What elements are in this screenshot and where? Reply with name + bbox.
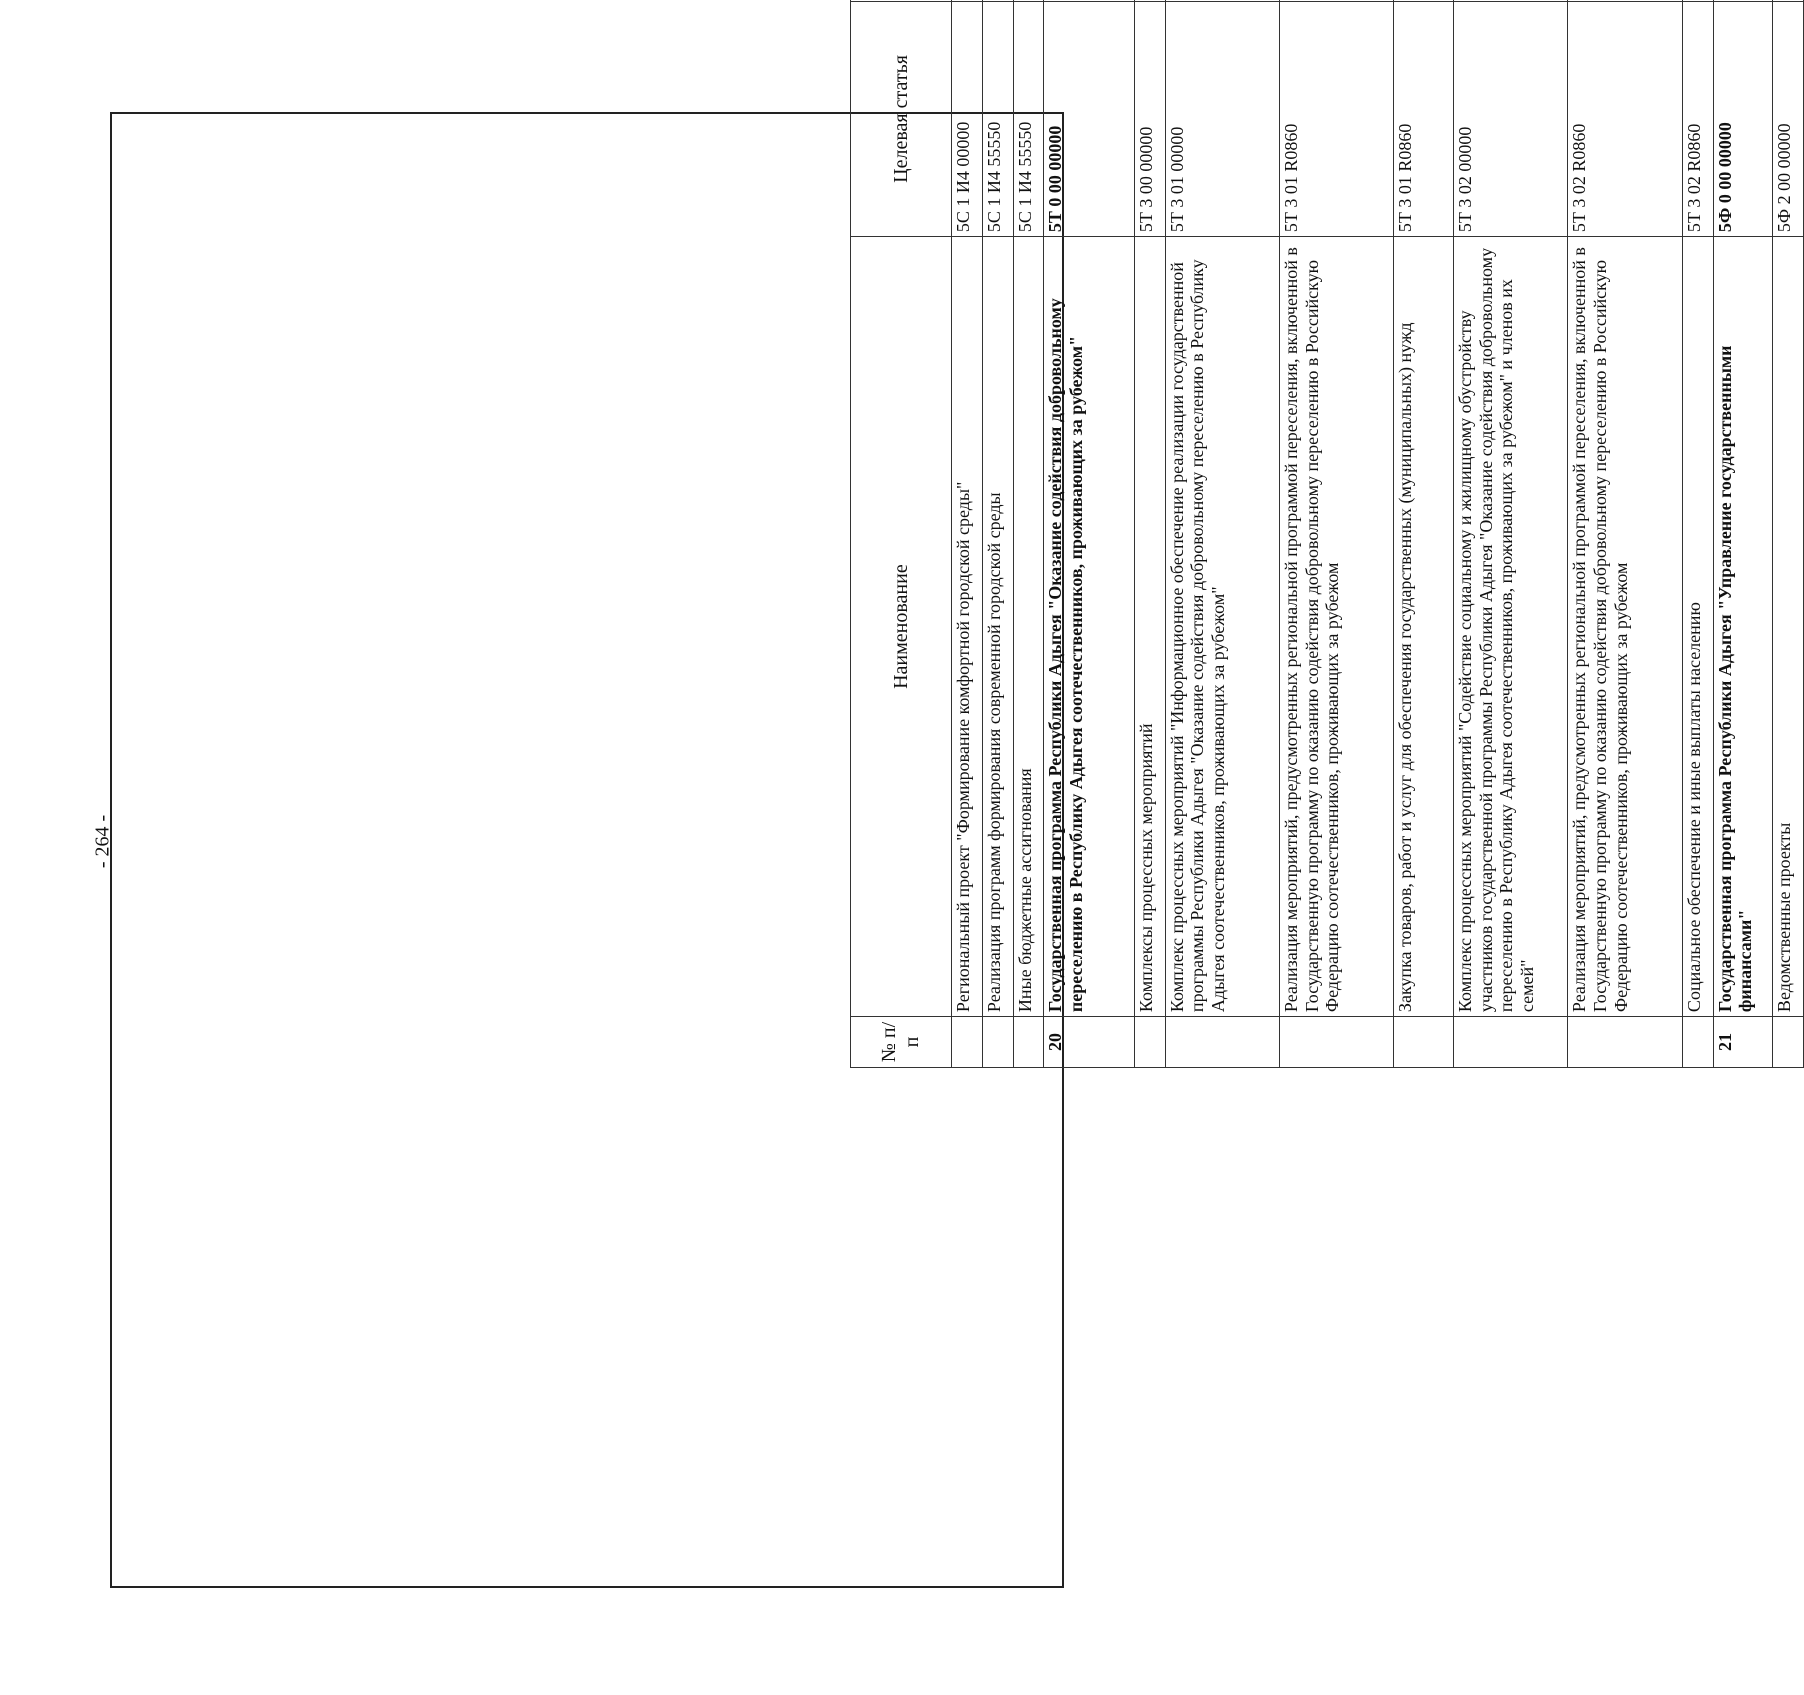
- row-target: 5Т 3 00 00000: [1134, 1, 1165, 236]
- row-num: 20: [1044, 1017, 1134, 1068]
- table-row-program-21: [1713, 0, 1772, 1068]
- row-kind: [1044, 0, 1134, 1]
- row-target: 5С 1 И4 55550: [1013, 1, 1044, 236]
- header-kind: [851, 0, 952, 1]
- row-name: Комплекс процессных мероприятий "Информационное обеспечение реализации государственной программы Республики Адыгея "Оказание содействия добровольному переселению в Республику Адыгея соотечественников, проживающих за рубежом": [1165, 237, 1279, 1017]
- row-kind: [1713, 0, 1772, 1]
- row-name: Ведомственные проекты: [1773, 237, 1804, 1017]
- row-target: 5Ф 0 00 00000: [1713, 1, 1772, 236]
- row-num: [1568, 1017, 1682, 1068]
- row-kind: [1165, 0, 1279, 1]
- table-header-row: [851, 0, 952, 1068]
- row-num: 21: [1713, 1017, 1772, 1068]
- header-name: Наименование: [851, 237, 952, 1017]
- row-name: Комплекс процессных мероприятий "Содействие социальному и жилищному обустройству участников государственной программы Республики Адыгея "Оказание содействия добровольному переселению в Республику Адыгея соотечественников, проживающих за рубежом" и членов их семей": [1453, 237, 1567, 1017]
- row-kind: [1682, 0, 1713, 1]
- table-row: [1394, 0, 1453, 1068]
- row-name: Закупка товаров, работ и услуг для обеспечения государственных (муниципальных) нужд: [1394, 237, 1453, 1017]
- row-num: [1165, 1017, 1279, 1068]
- row-name: Реализация программ формирования современной городской среды: [982, 237, 1013, 1017]
- page-number: - 264 -: [91, 814, 114, 869]
- table-row: [982, 0, 1013, 1068]
- header-target: Целевая статья: [851, 1, 952, 236]
- table-row: [1165, 0, 1279, 1068]
- row-name: Региональный проект "Формирование комфортной городской среды": [952, 237, 983, 1017]
- row-num: [1134, 1017, 1165, 1068]
- row-num: [1773, 1017, 1804, 1068]
- row-target: 5Т 3 01 R0860: [1279, 1, 1393, 236]
- row-name: Иные бюджетные ассигнования: [1013, 237, 1044, 1017]
- table-row: [1279, 0, 1393, 1068]
- row-num: [1682, 1017, 1713, 1068]
- row-num: [1279, 1017, 1393, 1068]
- row-name: Комплексы процессных мероприятий: [1134, 237, 1165, 1017]
- row-name: Реализация мероприятий, предусмотренных региональной программой переселения, включенной в Государственную программу по оказанию содействия добровольному переселению в Российскую Федерацию соотечественников, проживающих за рубежом: [1568, 237, 1682, 1017]
- table-row: [1134, 0, 1165, 1068]
- row-name: Реализация мероприятий, предусмотренных региональной программой переселения, включенной в Государственную программу по оказанию содействия добровольному переселению в Российскую Федерацию соотечественников, проживающих за рубежом: [1279, 237, 1393, 1017]
- table-row: [1453, 0, 1567, 1068]
- row-kind: [1568, 0, 1682, 1]
- row-num: [1013, 1017, 1044, 1068]
- row-num: [982, 1017, 1013, 1068]
- row-name: Государственная программа Республики Адыгея "Управление государственными финансами": [1713, 237, 1772, 1017]
- row-target: 5Т 3 02 R0860: [1568, 1, 1682, 236]
- row-target: 5С 1 И4 55550: [982, 1, 1013, 236]
- row-num: [952, 1017, 983, 1068]
- row-kind: [982, 0, 1013, 1]
- table-row: [1773, 0, 1804, 1068]
- table-row: [952, 0, 983, 1068]
- row-num: [1394, 1017, 1453, 1068]
- row-name: Государственная программа Республики Адыгея "Оказание содействия добровольному переселению в Республику Адыгея соотечественников, проживающих за рубежом": [1044, 237, 1134, 1017]
- budget-table-frame: [110, 55, 1795, 1588]
- row-target: 5С 1 И4 00000: [952, 1, 983, 236]
- table-row: [1682, 0, 1713, 1068]
- row-kind: [1279, 0, 1393, 1]
- table-row: [1568, 0, 1682, 1068]
- header-num: № п/п: [851, 1017, 952, 1068]
- row-target: 5Ф 2 00 00000: [1773, 1, 1804, 236]
- row-target: 5Т 3 02 R0860: [1682, 1, 1713, 236]
- row-kind: [1394, 0, 1453, 1]
- row-kind: [1013, 0, 1044, 1]
- row-target: 5Т 0 00 00000: [1044, 1, 1134, 236]
- row-kind: [952, 0, 983, 1]
- row-kind: [1453, 0, 1567, 1]
- row-num: [1453, 1017, 1567, 1068]
- budget-table: [850, 0, 1804, 1068]
- table-row-program-20: [1044, 0, 1134, 1068]
- row-target: 5Т 3 01 R0860: [1394, 1, 1453, 236]
- row-target: 5Т 3 02 00000: [1453, 1, 1567, 236]
- row-kind: [1773, 0, 1804, 1]
- table-row: [1013, 0, 1044, 1068]
- row-kind: [1134, 0, 1165, 1]
- row-target: 5Т 3 01 00000: [1165, 1, 1279, 236]
- row-name: Социальное обеспечение и иные выплаты населению: [1682, 237, 1713, 1017]
